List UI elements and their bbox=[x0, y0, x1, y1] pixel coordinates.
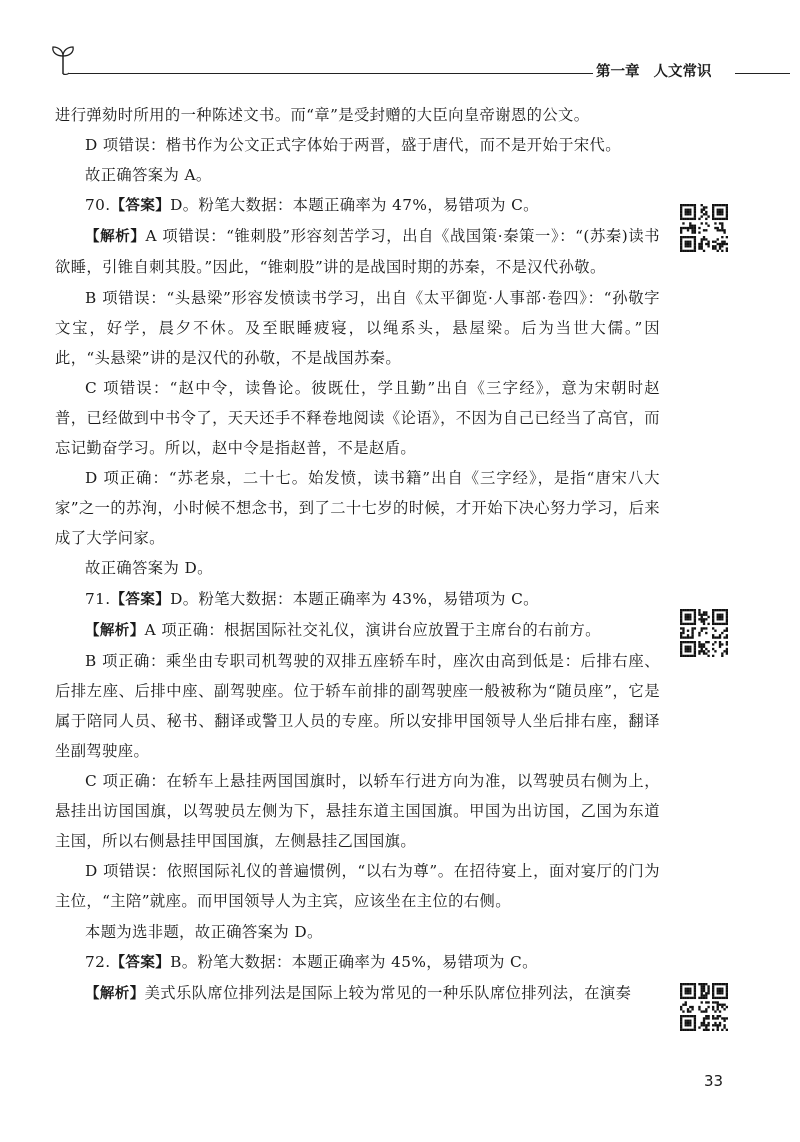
paragraph bbox=[55, 373, 660, 463]
paragraph-text: 美式乐队席位排列法是国际上较为常见的一种乐队席位排列法，在演奏 bbox=[144, 983, 632, 1002]
page-header bbox=[0, 0, 800, 90]
paragraph bbox=[55, 856, 660, 916]
paragraph-text: B。粉笔大数据：本题正确率为 45%，易错项为 C。 bbox=[170, 952, 538, 971]
paragraph-text: 故正确答案为 D。 bbox=[85, 559, 213, 578]
paragraph-text: B 项错误：“头悬梁”形容发愤读书学习，出自《太平御览·人事部·卷四》：“孙敬字文宝，好学，晨夕不休。及至眠睡疲寝，以绳系头，悬屋梁。后为当世大儒。”因此，“头悬梁”讲的是汉代的孙敬，不是战国苏秦。 bbox=[55, 288, 660, 367]
paragraph bbox=[55, 978, 660, 1009]
header-rule-right bbox=[735, 73, 790, 74]
paragraph bbox=[55, 646, 660, 766]
paragraph-text: 本题为选非题，故正确答案为 D。 bbox=[85, 922, 323, 941]
qr-code-icon bbox=[680, 983, 728, 1031]
paragraph-text: D。粉笔大数据：本题正确率为 47%，易错项为 C。 bbox=[170, 196, 539, 215]
question-number: 70. bbox=[85, 196, 111, 215]
paragraph-text: D 项正确：“苏老泉，二十七。始发愤，读书籍”出自《三字经》，是指“唐宋八大家”之一的苏洵，小时候不想念书，到了二十七岁的时候，才开始下决心努力学习，后来成了大学问家。 bbox=[55, 469, 660, 548]
paragraph bbox=[55, 947, 660, 978]
paragraph bbox=[55, 553, 660, 583]
paragraph-text: D。粉笔大数据：本题正确率为 43%，易错项为 C。 bbox=[170, 589, 539, 608]
paragraph bbox=[55, 283, 660, 373]
paragraph bbox=[55, 130, 660, 160]
paragraph-text: D 项错误：依照国际礼仪的普遍惯例，“以右为尊”。在招待宴上，面对宴厅的门为主位，“主陪”就座。而甲国领导人为主宾，应该坐在主位的右侧。 bbox=[55, 862, 660, 911]
paragraph-text: 故正确答案为 A。 bbox=[85, 166, 212, 185]
qr-code-icon bbox=[680, 609, 728, 657]
chapter-number: 第一章 bbox=[596, 64, 640, 80]
paragraph bbox=[55, 190, 660, 221]
paragraph-text: A 项正确：根据国际社交礼仪，演讲台应放置于主席台的右前方。 bbox=[144, 620, 601, 639]
paragraph-text: A 项错误：“锥刺股”形容刻苦学习，出自《战国策·秦策一》：“(苏秦)读书欲睡，引锥自刺其股。”因此，“锥刺股”讲的是战国时期的苏秦，不是汉代孙敬。 bbox=[55, 227, 660, 277]
section-tag: 【答案】 bbox=[110, 198, 171, 215]
paragraph bbox=[55, 221, 660, 282]
section-name: 人文常识 bbox=[653, 64, 712, 80]
section-tag: 【解析】 bbox=[85, 985, 145, 1002]
page-number: 33 bbox=[704, 1072, 724, 1090]
header-rule-left bbox=[68, 73, 593, 74]
chapter-title bbox=[596, 60, 712, 81]
paragraph bbox=[55, 463, 660, 553]
paragraph-text: D 项错误：楷书作为公文正式字体始于两晋，盛于唐代，而不是开始于宋代。 bbox=[85, 136, 621, 155]
paragraph-text: C 项错误：“赵中令，读鲁论。彼既仕，学且勤”出自《三字经》，意为宋朝时赵普，已经做到中书令了，天天还手不释卷地阅读《论语》，不因为自己已经当了高官，而忘记勤奋学习。所以，赵中令是指赵普，不是赵盾。 bbox=[55, 378, 660, 458]
paragraph-text: 进行弹劾时所用的一种陈述文书。而“章”是受封赠的大臣向皇帝谢恩的公文。 bbox=[55, 106, 590, 124]
question-number: 72. bbox=[85, 952, 111, 971]
paragraph bbox=[55, 160, 660, 190]
sprout-icon bbox=[50, 42, 76, 76]
paragraph bbox=[55, 917, 660, 947]
section-tag: 【解析】 bbox=[85, 229, 146, 246]
paragraph-text: C 项正确：在轿车上悬挂两国国旗时，以轿车行进方向为准，以驾驶员右侧为上，悬挂出访国国旗，以驾驶员左侧为下，悬挂东道主国国旗。甲国为出访国，乙国为东道主国，所以右侧悬挂甲国国旗，左侧悬挂乙国国旗。 bbox=[55, 772, 660, 851]
paragraph bbox=[55, 615, 660, 646]
qr-code-icon bbox=[680, 204, 728, 252]
paragraph-text: B 项正确：乘坐由专职司机驾驶的双排五座轿车时，座次由高到低是：后排右座、后排左座、后排中座、副驾驶座。位于轿车前排的副驾驶座一般被称为“随员座”，它是属于陪同人员、秘书、翻译或警卫人员的专座。所以安排甲国领导人坐后排右座，翻译坐副驾驶座。 bbox=[55, 651, 660, 760]
paragraph bbox=[55, 766, 660, 856]
paragraph bbox=[55, 584, 660, 615]
section-tag: 【答案】 bbox=[110, 954, 171, 971]
section-tag: 【答案】 bbox=[110, 591, 171, 608]
section-tag: 【解析】 bbox=[85, 622, 145, 639]
paragraph bbox=[55, 100, 660, 130]
page-body bbox=[55, 100, 660, 1009]
question-number: 71. bbox=[85, 589, 111, 608]
